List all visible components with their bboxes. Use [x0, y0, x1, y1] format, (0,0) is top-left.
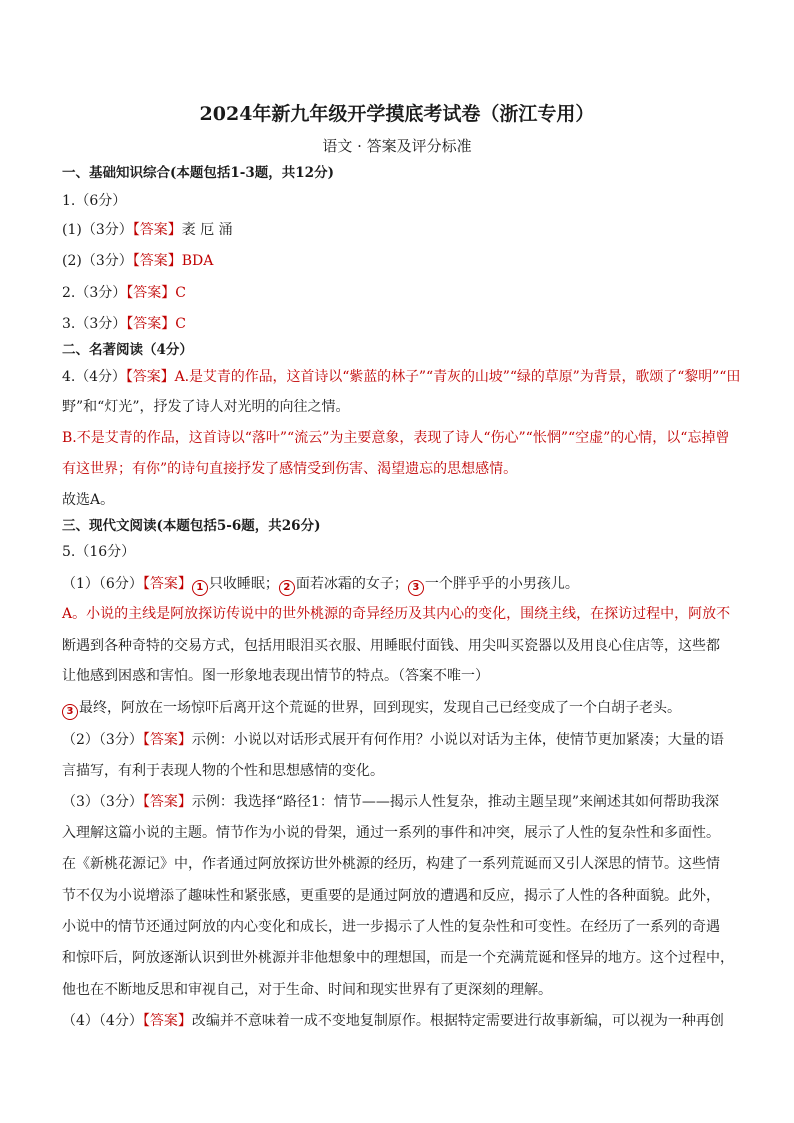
answer-tag: 【答案】: [142, 576, 192, 592]
answer-tag: 【答案】: [142, 732, 192, 748]
section-heading-3: 三、现代文阅读(本题包括5-6题，共26分): [62, 518, 321, 534]
question-5-3-line-4: 节不仅为小说增添了趣味性和紧张感，更重要的是通过阿放的遭遇和反应，揭示了人性的各种面貌。此外，: [62, 888, 720, 904]
question-2-answer: C: [175, 285, 186, 301]
question-5-1-conclusion-text: 最终，阿放在一场惊吓后离开这个荒诞的世界，回到现实，发现自己已经变成了一个白胡子老头。: [79, 700, 681, 716]
question-4-choice: 故选A。: [62, 492, 115, 508]
page-subtitle: 语文 · 答案及评分标准: [322, 137, 472, 155]
question-5-label: 5.（16分）: [62, 544, 136, 560]
question-1-1-answer: 袤 厄 涌: [181, 222, 233, 238]
page-title: 2024年新九年级开学摸底考试卷（浙江专用）: [199, 103, 595, 125]
question-1-2-answer: BDA: [181, 253, 214, 269]
question-4-line-2: 野”和“灯光”，抒发了诗人对光明的向往之情。: [62, 399, 350, 415]
question-5-3-line-6: 和惊吓后，阿放逐渐认识到世外桃源并非他想象中的理想国，而是一个充满荒诞和怪异的地方。这个过程中，: [62, 950, 734, 966]
question-2: [62, 283, 186, 303]
question-5-1-answer-1: 只收睡眠；: [208, 576, 279, 592]
question-5-3-label: （3）（3分）: [62, 794, 143, 810]
circled-number-1: 1: [192, 580, 208, 596]
answer-tag: 【答案】: [142, 1013, 192, 1029]
question-4-label: 4.（4分）: [62, 369, 126, 385]
question-3: [62, 314, 186, 334]
question-1-1-label: (1)（3分）: [62, 222, 133, 238]
circled-number-3: 3: [62, 704, 78, 720]
circled-number-2: 2: [279, 580, 295, 596]
question-5-2-text-1: 示例：小说以对话形式展开有何作用？小说以对话为主体，使情节更加紧凑；大量的语: [191, 732, 724, 748]
question-5-1-para-line-3: 让他感到困惑和害怕。图一形象地表现出情节的特点。（答案不唯一）: [62, 668, 489, 684]
question-5-2-label: （2）（3分）: [62, 732, 143, 748]
question-5-3-line-2: 入理解这篇小说的主题。情节作为小说的骨架，通过一系列的事件和冲突，展示了人性的复杂性和多面性。: [62, 825, 720, 841]
answer-tag: 【答案】: [126, 285, 176, 301]
question-5-1-answer-2: 面若冰霜的女子；: [295, 576, 408, 592]
question-5-1: [62, 574, 579, 596]
question-3-label: 3.（3分）: [62, 316, 127, 332]
question-4-option-a-text: A.是艾青的作品，这首诗以“紫蓝的林子”“青灰的山坡”“绿的草原”为背景，歌颂了“黎明”“田: [174, 369, 741, 385]
answer-tag: 【答案】: [125, 369, 175, 385]
question-5-1-para-line-1: A。小说的主线是阿放探访传说中的世外桃源的奇异经历及其内心的变化，围绕主线，在探访过程中，阿放不: [62, 606, 731, 622]
question-1-2-label: (2)（3分）: [62, 253, 133, 269]
answer-tag: 【答案】: [132, 222, 182, 238]
question-5-3-line-5: 小说中的情节还通过阿放的内心变化和成长，进一步揭示了人性的复杂性和可变性。在经历了一系列的奇遇: [62, 919, 720, 935]
question-1-1: [62, 220, 233, 240]
answer-tag: 【答案】: [132, 253, 182, 269]
question-5-1-label: （1）（6分）: [62, 576, 143, 592]
question-5-3-text-1: 示例：我选择“路径1：情节——揭示人性复杂，推动主题呈现”来阐述其如何帮助我深: [191, 794, 720, 810]
section-heading-2: 二、名著阅读（4分）: [62, 342, 193, 358]
question-1-label: 1.（6分）: [62, 193, 127, 209]
circled-number-3: 3: [408, 580, 424, 596]
question-4-line-1: [62, 367, 740, 387]
question-5-4-line-1: [62, 1011, 724, 1031]
answer-tag: 【答案】: [142, 794, 192, 810]
question-5-1-answer-3: 一个胖乎乎的小男孩儿。: [424, 576, 579, 592]
question-5-3-line-1: [62, 792, 719, 812]
question-5-1-para-line-2: 断遇到各种奇特的交易方式，包括用眼泪买衣服、用睡眠付面钱、用尖叫买瓷器以及用良心住店等，这些都: [62, 638, 720, 654]
question-5-2-line-2: 言描写，有利于表现人物的个性和思想感情的变化。: [62, 763, 384, 779]
question-5-3-line-7: 他也在不断地反思和审视自己，对于生命、时间和现实世界有了更深刻的理解。: [62, 982, 552, 998]
question-5-2-line-1: [62, 730, 724, 750]
question-2-label: 2.（3分）: [62, 285, 127, 301]
answer-tag: 【答案】: [126, 316, 176, 332]
section-heading-1: 一、基础知识综合(本题包括1-3题，共12分): [62, 165, 334, 181]
question-5-4-text-1: 改编并不意味着一成不变地复制原作。根据特定需要进行故事新编，可以视为一种再创: [191, 1013, 724, 1029]
question-5-1-conclusion: [62, 698, 681, 720]
question-1-2: [62, 251, 213, 271]
question-5-3-line-3: 在《新桃花源记》中，作者通过阿放探访世外桃源的经历，构建了一系列荒诞而又引人深思的情节。这些情: [62, 856, 720, 872]
question-3-answer: C: [175, 316, 186, 332]
question-4-option-b-line-1: B.不是艾青的作品，这首诗以“落叶”“流云”为主要意象，表现了诗人“伤心”“怅惘”“空虚”的心情，以“忘掉曾: [62, 430, 730, 446]
question-4-option-b-line-2: 有这世界；有你”的诗句直接抒发了感情受到伤害、渴望遗忘的思想感情。: [62, 461, 518, 477]
question-5-4-label: （4）（4分）: [62, 1013, 143, 1029]
